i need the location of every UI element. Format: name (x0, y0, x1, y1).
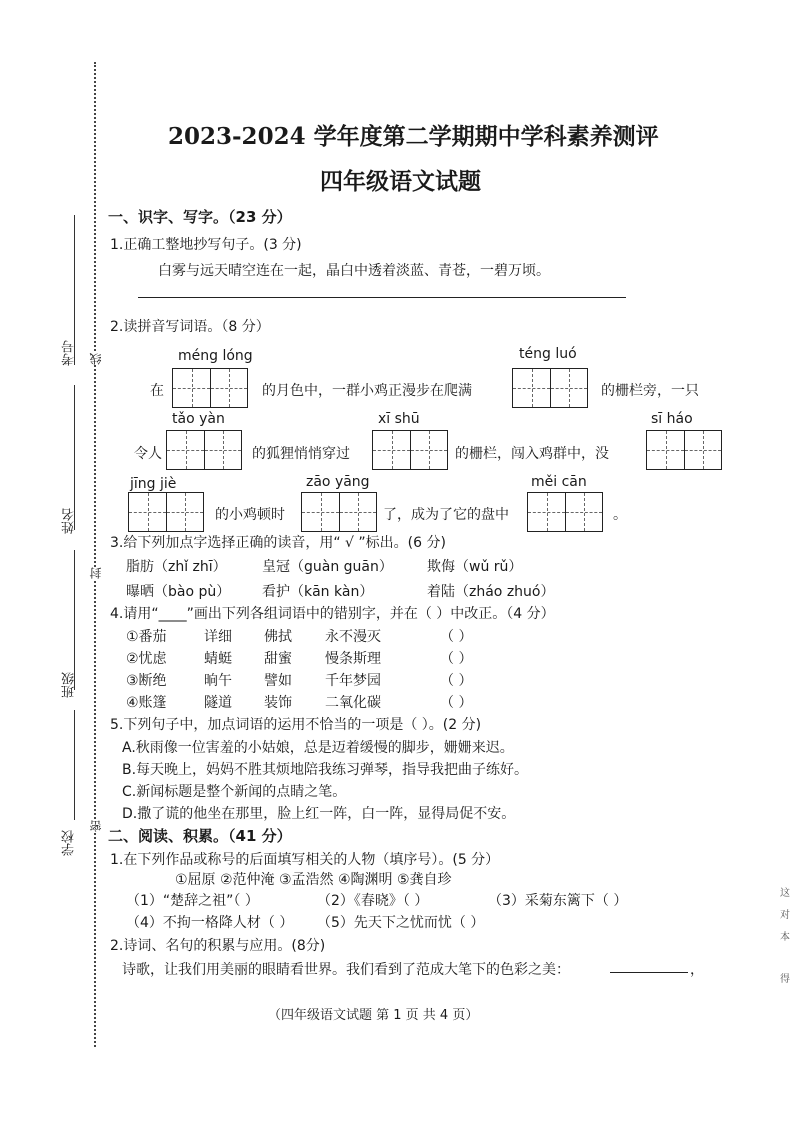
q4-word: ③断绝 (126, 673, 167, 689)
q4-word: 蜻蜓 (204, 651, 232, 667)
q4-word: ④账篷 (126, 695, 167, 711)
edge-char: 得 (780, 974, 790, 985)
q5-option-b[interactable]: B.每天晚上，妈妈不胜其烦地陪我练习弹琴，指导我把曲子练好。 (122, 762, 529, 778)
answer-grid-zaoyang[interactable] (301, 492, 377, 532)
pinyin-xishu: xī shū (378, 411, 420, 427)
q4-word: 永不漫灭 (325, 629, 381, 645)
q4-prompt: 4.请用“____”画出下列各组词语中的错别字，并在（ ）中改正。（4 分） (110, 606, 555, 622)
q4-answer-blank[interactable]: （ ） (440, 651, 473, 667)
q2-text-g: 了，成为了它的盘中 (383, 507, 509, 523)
q7-line: 诗歌，让我们用美丽的眼睛看世界。我们看到了范成大笔下的色彩之美： (122, 962, 570, 978)
q4-word: 佛拭 (264, 629, 292, 645)
edge-char: 这 (780, 888, 790, 899)
q3-item-4[interactable]: 曝晒（bào pù） (126, 584, 231, 600)
banji-line (74, 550, 75, 690)
q6-people: ①屈原 ②范仲淹 ③孟浩然 ④陶渊明 ⑤龚自珍 (175, 872, 452, 888)
q4-word: ②忧虑 (126, 651, 167, 667)
q4-word: 晌午 (204, 673, 232, 689)
q4-word: 慢条斯理 (325, 651, 381, 667)
q4-word: 详细 (204, 629, 232, 645)
xingming-label: 姓名 (62, 508, 77, 534)
edge-char: 本 (780, 932, 790, 943)
q2-text-b: 的栅栏旁，一只 (601, 383, 699, 399)
q4-answer-blank[interactable]: （ ） (440, 629, 473, 645)
q3-item-1[interactable]: 脂肪（zhǐ zhī） (126, 559, 227, 575)
q4-word: 装饰 (264, 695, 292, 711)
xuexiao-line (74, 710, 75, 820)
q5-option-c[interactable]: C.新闻标题是整个新闻的点睛之笔。 (122, 784, 347, 800)
edge-char: 对 (780, 910, 790, 921)
q4-word: 隧道 (204, 695, 232, 711)
q3-item-3[interactable]: 欺侮（wǔ rǔ） (427, 559, 523, 575)
banji-label: 班级 (62, 672, 77, 698)
q4-word: 譬如 (264, 673, 292, 689)
q3-item-5[interactable]: 看护（kān kàn） (262, 584, 374, 600)
q4-word: ①番茄 (126, 629, 167, 645)
q3-item-6[interactable]: 着陆（zháo zhuó） (427, 584, 555, 600)
pinyin-jingjie: jīng jiè (130, 476, 177, 492)
q5-option-d[interactable]: D.撒了谎的他坐在那里，脸上红一阵，白一阵，显得局促不安。 (122, 806, 516, 822)
q2-text-h: 。 (613, 507, 627, 523)
q6-item-2[interactable]: （2）《春晓》（ ） (317, 893, 429, 909)
page-footer: （四年级语文试题 第 1 页 共 4 页） (268, 1008, 479, 1023)
pinyin-meican: měi cān (531, 474, 587, 490)
q7-tail: ， (690, 962, 704, 978)
q4-answer-blank[interactable]: （ ） (440, 695, 473, 711)
q7-answer-blank[interactable] (610, 972, 688, 973)
q1-answer-line[interactable] (138, 297, 626, 298)
section-2-heading: 二、阅读、积累。（41 分） (108, 827, 292, 845)
q1-prompt: 1.正确工整地抄写句子。(3 分) (110, 237, 302, 253)
q7-prompt: 2.诗词、名句的积累与应用。(8分) (110, 938, 326, 954)
q2-text-f: 的小鸡顿时 (215, 507, 285, 523)
q2-text-a: 的月色中，一群小鸡正漫步在爬满 (262, 383, 472, 399)
q5-prompt: 5.下列句子中，加点词语的运用不恰当的一项是（ ）。(2 分) (110, 717, 482, 733)
q2-text-zai: 在 (150, 383, 164, 399)
feng-mark: 封 (89, 567, 103, 579)
pinyin-taoyan: tǎo yàn (172, 411, 225, 427)
q4-answer-blank[interactable]: （ ） (440, 673, 473, 689)
pinyin-sihao: sī háo (651, 411, 693, 427)
q4-word: 千年梦园 (325, 673, 381, 689)
answer-grid-xishu[interactable] (372, 430, 448, 470)
xuexiao-label: 学校 (62, 830, 77, 856)
pinyin-tengluo: téng luó (519, 346, 577, 362)
pinyin-zaoyang: zāo yāng (306, 474, 370, 490)
answer-grid-menglong[interactable] (172, 368, 248, 408)
answer-grid-jingjie[interactable] (128, 492, 204, 532)
xian-mark: 线 (89, 353, 103, 365)
q5-option-a[interactable]: A.秋雨像一位害羞的小姑娘，总是迈着缓慢的脚步，姗姗来迟。 (122, 740, 514, 756)
exam-title: 2023-2024 学年度第二学期期中学科素养测评 (168, 123, 659, 150)
pinyin-menglong: méng lóng (178, 348, 253, 364)
q6-item-3[interactable]: （3）采菊东篱下（ ） (488, 893, 628, 909)
binding-dotted-line (94, 62, 96, 1047)
q2-text-e: 的栅栏，闯入鸡群中，没 (455, 446, 609, 462)
q3-prompt: 3.给下列加点字选择正确的读音，用“ √ ”标出。(6 分) (110, 535, 446, 551)
exam-subtitle: 四年级语文试题 (320, 168, 481, 195)
q4-word: 甜蜜 (264, 651, 292, 667)
answer-grid-taoyan[interactable] (166, 430, 242, 470)
q2-text-c: 令人 (134, 446, 162, 462)
q3-item-2[interactable]: 皇冠（guàn guān） (262, 559, 393, 575)
q4-word: 二氧化碳 (325, 695, 381, 711)
q2-prompt: 2.读拼音写词语。（8 分） (110, 319, 270, 335)
q1-sentence: 白雾与远天晴空连在一起，晶白中透着淡蓝、青苍，一碧万顷。 (158, 263, 550, 279)
answer-grid-meican[interactable] (527, 492, 603, 532)
q6-prompt: 1.在下列作品或称号的后面填写相关的人物（填序号）。(5 分） (110, 852, 500, 868)
mi-mark: 密 (89, 820, 103, 832)
q6-item-5[interactable]: （5）先天下之忧而忧（ ） (317, 915, 485, 931)
answer-grid-tengluo[interactable] (512, 368, 588, 408)
q6-item-4[interactable]: （4）不拘一格降人材（ ） (126, 915, 294, 931)
kaohao-label: 考号 (62, 340, 77, 366)
section-1-heading: 一、识字、写字。（23 分） (108, 208, 292, 226)
answer-grid-sihao[interactable] (646, 430, 722, 470)
q2-text-d: 的狐狸悄悄穿过 (252, 446, 350, 462)
q6-item-1[interactable]: （1）“楚辞之祖”（ ） (126, 893, 259, 909)
